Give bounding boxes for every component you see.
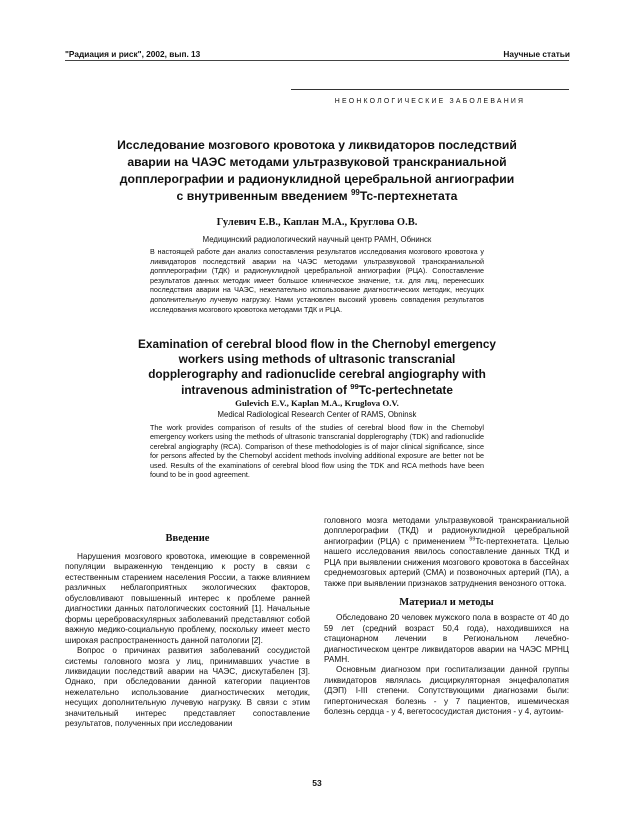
methods-paragraph-1: Обследовано 20 человек мужского пола в возрасте от 40 до 59 лет (средний возраст 50,4 года), находившихся на стационарном лечении в Региональном лечебно-диагностическом центре ликвидаторов аварии на ЧАЭС МРНЦ РАМН.: [324, 613, 569, 664]
authors-en: Gulevich E.V., Kaplan M.A., Kruglova O.V.: [235, 398, 399, 408]
continuation-start: головного мозга методами ультразвуковой транскраниальной допплерографии (ТКД) и радионуклидной церебральной ангиографии (РЦА) с применением: [324, 516, 569, 546]
introduction-heading: Введение: [165, 533, 210, 544]
title-en-line-4-start: intravenous administration of: [181, 382, 351, 397]
isotope-superscript: 99: [469, 536, 476, 543]
institution-en: Medical Radiological Research Center of RAMS, Obninsk: [217, 410, 417, 419]
continuation-end: Tc-пертехнетата. Целью нашего исследования явилось сопоставление данных ТКД и РЦА при выявлении снижения мозгового кровотока в бассейнах среднемозговых артерий (СМА) и позвоночных артерий (ПА), а также при выявлении признаков затруднения венозного оттока.: [324, 536, 570, 588]
intro-paragraph-1: Нарушения мозгового кровотока, имеющие в современной популяции выраженную тенденцию к росту в связи с естественным старением населения России, а также влиянием различных неблагоприятных экологических факторов, обусловливают повышенный интерес к проблеме ранней диагностики данных патологических состояний [1]. Начальные формы цереброваскулярных заболеваний представляют собой важную медико-социальную проблему, поскольку имеет место широкая распространенность данной патологии [2].: [65, 552, 310, 645]
abstract-ru: В настоящей работе дан анализ сопоставления результатов исследования мозгового кровотока у ликвидаторов последствий аварии на ЧАЭС методами ультразвуковой транскраниальной допплерографии (ТДК) и радионуклидной церебральной ангиографии (РЦА). Сопоставление результатов данных методик имеет большое клиническое значение, т.к. для лиц, перенесших последствия аварии на ЧАЭС, нежелательно использование диагностических методик, несущих дополнительную лучевую нагрузку. Нами установлен высокий уровень совпадения результатов исследования мозгового кровотока методами ТДК и РЦА.: [150, 247, 484, 314]
institution-ru: Медицинский радиологический научный центр РАМН, Обнинск: [202, 235, 432, 244]
article-title-ru: [80, 137, 554, 205]
intro-paragraph-2: Вопрос о причинах развития заболеваний сосудистой системы головного мозга у лиц, принимавших участие в ликвидации последствий аварии на ЧАЭС, дискутабелен [3]. Однако, при обследовании данной категории пациентов нежелательно использование диагностических методик, несущих дополнительную лучевую нагрузку. В связи с этим значительный интерес представляет сопоставление результатов, полученных при исследовании: [65, 646, 310, 729]
isotope-superscript: 99: [351, 187, 360, 197]
title-en-line-2: workers using methods of ultrasonic transcranial: [178, 352, 456, 367]
intro-continuation: [324, 516, 569, 589]
category-header: Научные статьи: [503, 49, 570, 59]
title-ru-line-4-end: Tc-пертехнетата: [359, 189, 458, 203]
page-number: 53: [312, 778, 322, 788]
left-column: [65, 533, 310, 730]
journal-header: "Радиация и риск", 2002, вып. 13: [65, 49, 201, 59]
header-divider: [65, 60, 569, 61]
title-en-line-4-end: Tc-pertechnetate: [358, 382, 453, 397]
methods-paragraph-2: Основным диагнозом при госпитализации данной группы ликвидаторов являлась дисциркуляторная энцефалопатия (ДЭП) I-III степени. Сопутствующими диагнозами были: гипертоническая болезнь - у 7 пациентов, ишемическая болезнь сердца - у 4, вегетососудистая дистония - у 4, аутоим-: [324, 665, 569, 717]
title-ru-line-4: [80, 188, 554, 205]
section-label: НЕОНКОЛОГИЧЕСКИЕ ЗАБОЛЕВАНИЯ: [334, 98, 526, 105]
right-column: [324, 516, 569, 718]
title-en-line-1: Examination of cerebral blood flow in the Chernobyl emergency: [138, 337, 496, 351]
section-divider: [291, 89, 569, 90]
authors-ru: Гулевич Е.В., Каплан М.А., Круглова О.В.: [216, 217, 418, 228]
title-ru-line-1: Исследование мозгового кровотока у ликвидаторов последствий: [117, 138, 517, 152]
article-title-en: [120, 337, 514, 398]
title-ru-line-2: аварии на ЧАЭС методами ультразвуковой транскраниальной: [127, 155, 507, 169]
title-ru-line-4-start: с внутривенным введением: [176, 189, 352, 203]
abstract-en: The work provides comparison of results of the studies of cerebral blood flow in the Chernobyl emergency workers using the methods of ultrasonic transcranial dopplerography (TDK) and radionuclide cerebral angiography (RCA). Comparison of these methodologies is of major clinical significance, since for persons affected by the Chernobyl accident methods involving additional exposure are better not be used. Results of the examinations of cerebral blood flow using the TDK and RCA methods have been found to be in good agreement.: [150, 423, 484, 480]
title-ru-line-3: допплерографии и радионуклидной церебральной ангиографии: [119, 172, 515, 186]
methods-heading: Материал и методы: [399, 597, 494, 609]
title-en-line-3: dopplerography and radionuclide cerebral angiography with: [148, 367, 486, 382]
title-en-line-4: [120, 383, 514, 398]
isotope-superscript: 99: [350, 381, 359, 391]
